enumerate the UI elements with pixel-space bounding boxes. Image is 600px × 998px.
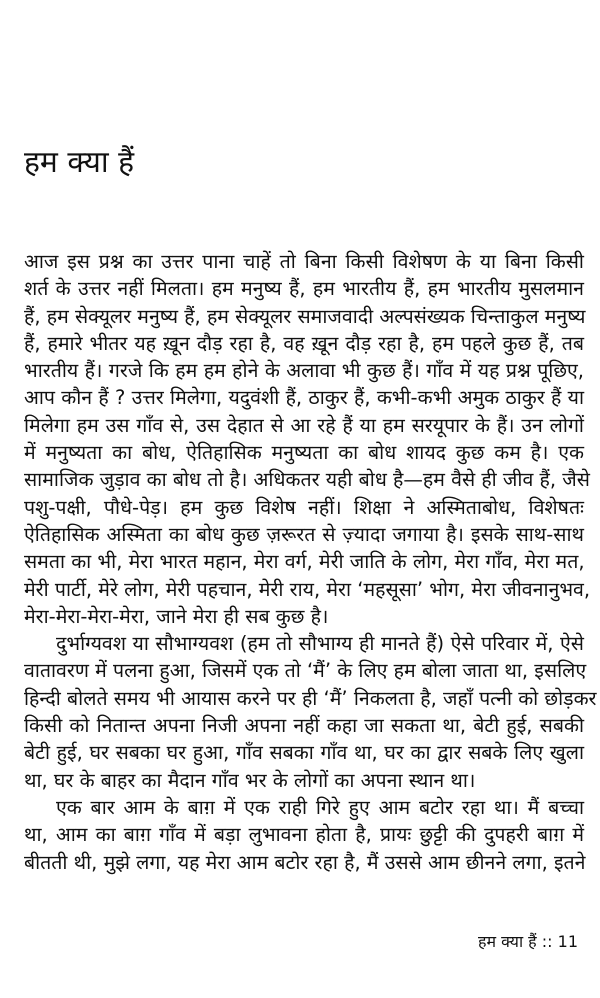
text-line: था, आम का बाग़ गाँव में बड़ा लुभावना होता है, प्रायः छुट्टी की दुपहरी बाग़ में xyxy=(24,823,584,847)
text-line: वातावरण में पलना हुआ, जिसमें एक तो ‘मैं’ के लिए हम बोला जाता था, इसलिए xyxy=(24,659,587,683)
text-line: हैं, हमारे भीतर यह ख़ून दौड़ रहा है, वह ख़ून दौड़ रहा है, हम पहले कुछ हैं, तब xyxy=(24,331,584,355)
chapter-title: हम क्या हैं xyxy=(24,145,135,180)
text-line: मेरी पार्टी, मेरे लोग, मेरी पहचान, मेरी राय, मेरा ‘महसूसा’ भोग, मेरा जीवनानुभव, xyxy=(24,577,591,601)
text-line: बीतती थी, मुझे लगा, यह मेरा आम बटोर रहा है, मैं उससे आम छीनने लगा, इतने xyxy=(24,850,586,874)
running-title: हम क्या हैं :: xyxy=(477,932,553,951)
text-line: मिलेगा हम उस गाँव से, उस देहात से आ रहे हैं या हम सरयूपार के हैं। उन लोगों xyxy=(24,413,584,437)
text-line: आज इस प्रश्न का उत्तर पाना चाहें तो बिना किसी विशेषण के या बिना किसी xyxy=(24,250,584,273)
text-line: पशु-पक्षी, पौधे-पेड़। हम कुछ विशेष नहीं। शिक्षा ने अस्मिताबोध, विशेषतः xyxy=(24,495,584,519)
chapter-body xyxy=(24,248,597,876)
text-line: मेरा-मेरा-मेरा-मेरा, जाने मेरा ही सब कुछ है। xyxy=(24,604,329,628)
text-line: ऐतिहासिक अस्मिता का बोध कुछ ज़रूरत से ज़्यादा जगाया है। इसके साथ-साथ xyxy=(24,522,584,546)
text-line: हिन्दी बोलते समय भी आयास करने पर ही ‘मैं’ निकलता है, जहाँ पत्नी को छोड़कर xyxy=(24,686,597,710)
text-line: आप कौन हैं ? उत्तर मिलेगा, यदुवंशी हैं, ठाकुर हैं, कभी-कभी अमुक ठाकुर हैं या xyxy=(24,386,584,410)
text-line: हैं, हम सेक्यूलर मनुष्य हैं, हम सेक्यूलर समाजवादी अल्पसंख्यक चिन्ताकुल मनुष्य xyxy=(24,304,586,328)
paragraph xyxy=(24,248,591,630)
paragraph xyxy=(24,794,584,876)
text-line: में मनुष्यता का बोध, ऐतिहासिक मनुष्यता का बोध शायद कुछ कम है। एक xyxy=(24,441,584,465)
text-line: भारतीय हैं। गरजे कि हम हम होने के अलावा भी कुछ हैं। गाँव में यह प्रश्न पूछिए, xyxy=(24,359,584,383)
page-footer xyxy=(478,930,578,952)
text-line: बेटी हुई, घर सबका घर हुआ, गाँव सबका गाँव था, घर का द्वार सबके लिए खुला xyxy=(24,741,584,765)
page-number: 11 xyxy=(557,932,578,951)
text-line: समता का भी, मेरा भारत महान, मेरा वर्ग, मेरी जाति के लोग, मेरा गाँव, मेरा मत, xyxy=(24,550,585,574)
text-line: एक बार आम के बाग़ में एक राही गिरे हुए आम बटोर रहा था। मैं बच्चा xyxy=(56,795,584,819)
paragraph xyxy=(24,630,597,794)
text-line: शर्त के उत्तर नहीं मिलता। हम मनुष्य हैं, हम भारतीय हैं, हम भारतीय मुसलमान xyxy=(24,277,584,301)
text-line: दुर्भाग्यवश या सौभाग्यवश (हम तो सौभाग्य ही मानते हैं) ऐसे परिवार में, ऐसे xyxy=(56,632,584,656)
text-line: सामाजिक जुड़ाव का बोध तो है। अधिकतर यही बोध है—हम वैसे ही जीव हैं, जैसे xyxy=(24,468,590,492)
text-line: किसी को नितान्त अपना निजी अपना नहीं कहा जा सकता था, बेटी हुई, सबकी xyxy=(24,714,584,738)
text-line: था, घर के बाहर का मैदान गाँव भर के लोगों का अपना स्थान था। xyxy=(24,768,476,792)
